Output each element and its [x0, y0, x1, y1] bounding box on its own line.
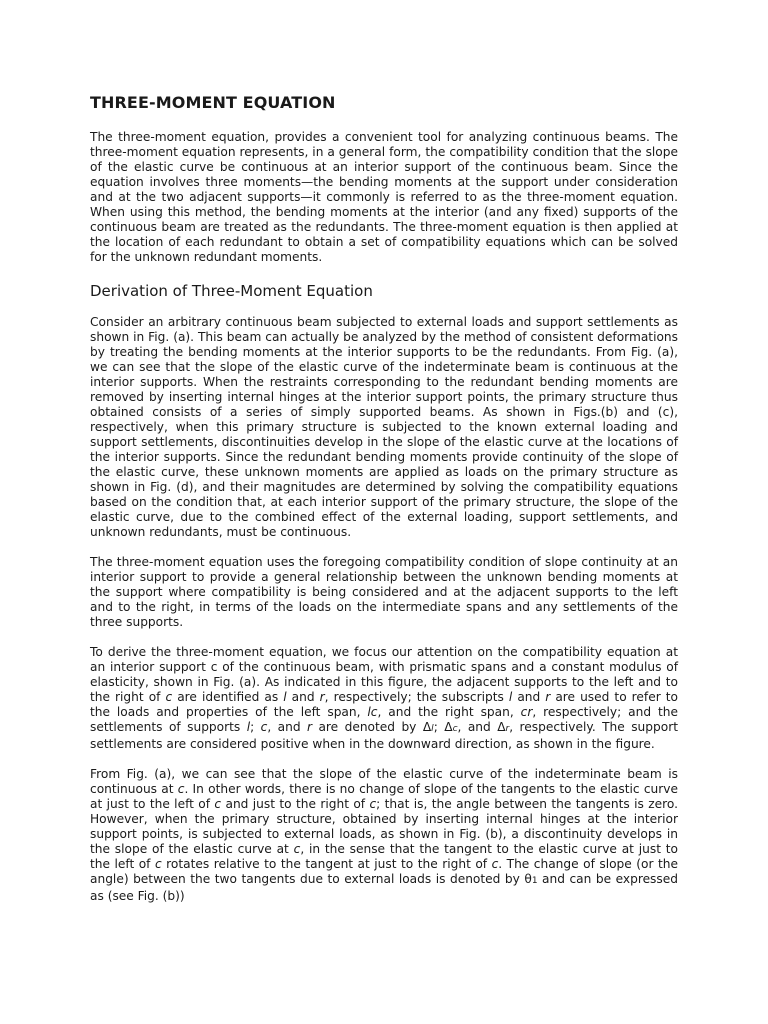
paragraph-2: The three-moment equation uses the foregoing compatibility condition of slope continuity at an interior support to provide a general relationship between the unknown bending moments at the support where compatibility is being considered and at the adjacent supports to the left and to the right, in terms of the loads on the intermediate spans and any settlements of the three supports.: [90, 555, 678, 629]
paragraph-3: To derive the three-moment equation, we focus our attention on the compatibility equation at an interior support c of the continuous beam, with prismatic spans and a constant modulus of elasticity, shown in Fig. (a). As indicated in this figure, the adjacent supports to the left and to the right of c are identified as l and r, respectively; the subscripts l and r are used to refer to the loads and properties of the left span, lc, and the right span, cr, respectively; and the settlements of supports l; c, and r are denoted by Δl; Δc, and Δr, respectively. The support settlements are considered positive when in the downward direction, as shown in the figure.: [90, 645, 679, 751]
paragraph-1: Consider an arbitrary continuous beam subjected to external loads and support settlements as shown in Fig. (a). This beam can actually be analyzed by the method of consistent deformations by treating the bending moments at the interior supports to be the redundants. From Fig. (a), we can see that the slope of the elastic curve of the indeterminate beam is continuous at the interior supports. When the restraints corresponding to the redundant bending moments are removed by inserting internal hinges at the interior support points, the primary structure thus obtained consists of a series of simply supported beams. As shown in Figs.(b) and (c), respectively, when this primary structure is subjected to the known external loading and support settlements, discontinuities develop in the slope of the elastic curve at the locations of the interior supports. Since the redundant bending moments provide continuity of the slope of the elastic curve, these unknown moments are applied as loads on the primary structure as shown in Fig. (d), and their magnitudes are determined by solving the compatibility equations based on the condition that, at each interior support of the primary structure, the slope of the elastic curve, due to the combined effect of the external loading, support settlements, and unknown redundants, must be continuous.: [90, 315, 678, 539]
paragraph-4: From Fig. (a), we can see that the slope of the elastic curve of the indeterminate beam is continuous at c. In other words, there is no change of slope of the tangents to the elastic curve at just to the left of c and just to the right of c; that is, the angle between the tangents is zero. However, when the primary structure, obtained by inserting internal hinges at the interior support points, is subjected to external loads, as shown in Fig. (b), a discontinuity develops in the slope of the elastic curve at c, in the sense that the tangent to the elastic curve at just to the left of c rotates relative to the tangent at just to the right of c. The change of slope (or the angle) between the two tangents due to external loads is denoted by θ1 and can be expressed as (see Fig. (b)): [90, 767, 678, 903]
document-page: [90, 90, 678, 919]
page-title: THREE-MOMENT EQUATION: [90, 93, 336, 112]
intro-paragraph: The three-moment equation, provides a convenient tool for analyzing continuous beams. The three-moment equation represents, in a general form, the compatibility condition that the slope of the elastic curve be continuous at an interior support of the continuous beam. Since the equation involves three moments—the bending moments at the support under consideration and at the two adjacent supports—it commonly is referred to as the three-moment equation. When using this method, the bending moments at the interior (and any fixed) supports of the continuous beam are treated as the redundants. The three-moment equation is then applied at the location of each redundant to obtain a set of compatibility equations which can be solved for the unknown redundant moments.: [90, 130, 678, 264]
section-heading: Derivation of Three-Moment Equation: [90, 282, 373, 300]
